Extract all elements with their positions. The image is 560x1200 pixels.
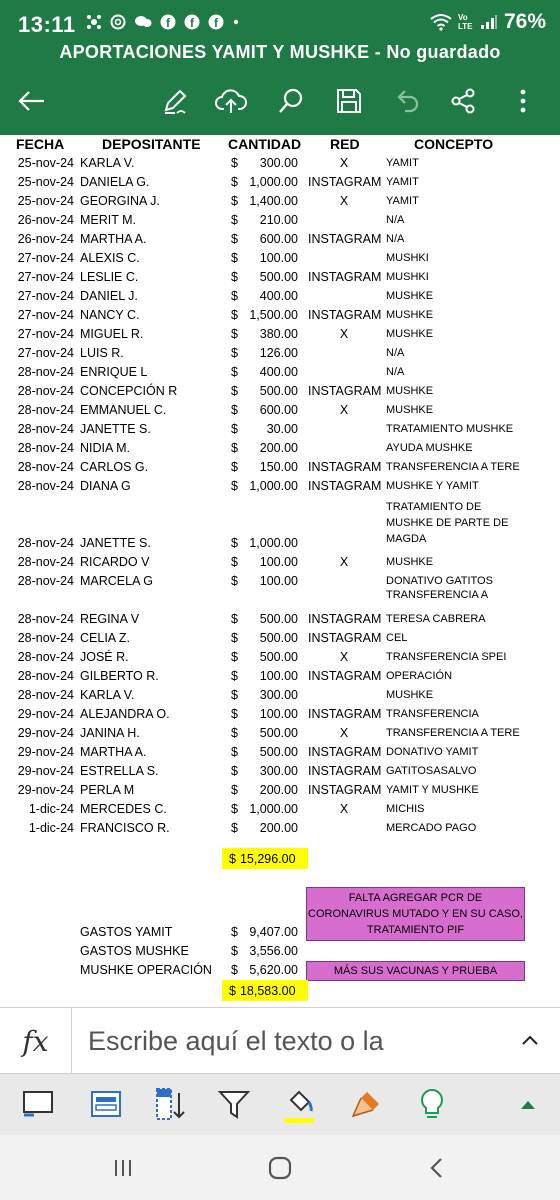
concept-wrapped-janette[interactable] bbox=[386, 499, 508, 547]
cell-fecha: 27-nov-24 bbox=[17, 251, 74, 265]
gastos-row[interactable] bbox=[0, 942, 560, 961]
document-title: APORTACIONES YAMIT Y MUSHKE - No guardado bbox=[59, 42, 501, 62]
total-aportaciones-value: 15,296.00 bbox=[239, 851, 296, 866]
cell-cantidad: 200.00 bbox=[259, 821, 298, 835]
cell-concepto: MERCADO PAGO bbox=[386, 822, 477, 834]
cell-red: X bbox=[339, 555, 349, 569]
cell-depositante: KARLA V. bbox=[80, 156, 135, 170]
table-row[interactable] bbox=[0, 439, 560, 458]
currency-symbol: $ bbox=[231, 821, 238, 835]
table-format-icon[interactable] bbox=[86, 1084, 126, 1124]
cell-concepto: MUSHKE bbox=[386, 290, 434, 302]
cell-cantidad: 300.00 bbox=[259, 688, 298, 702]
cell-depositante: MARCELA G bbox=[80, 574, 153, 588]
cell-cantidad: 1,000.00 bbox=[249, 175, 298, 189]
cell-fecha: 27-nov-24 bbox=[17, 327, 74, 341]
app-header bbox=[0, 0, 560, 135]
cell-depositante: MERCEDES C. bbox=[80, 802, 167, 816]
cell-concepto: TRANSFERENCIA A TERE bbox=[386, 727, 520, 739]
currency-symbol: $ bbox=[231, 175, 238, 189]
total-gastos-value: 18,583.00 bbox=[239, 983, 296, 998]
facebook-icon bbox=[184, 14, 200, 30]
currency-symbol: $ bbox=[229, 851, 236, 866]
currency-symbol: $ bbox=[231, 555, 238, 569]
cell-red: INSTAGRAM bbox=[308, 270, 382, 284]
currency-symbol: $ bbox=[231, 460, 238, 474]
dot-icon bbox=[232, 14, 240, 30]
cell-fecha: 29-nov-24 bbox=[17, 783, 74, 797]
status-time: 13:11 bbox=[18, 12, 76, 37]
currency-symbol: $ bbox=[231, 365, 238, 379]
cell-concepto: DONATIVO YAMIT bbox=[386, 746, 479, 758]
cell-concepto: MICHIS bbox=[386, 803, 425, 815]
cell-fecha: 28-nov-24 bbox=[17, 669, 74, 683]
currency-symbol: $ bbox=[231, 213, 238, 227]
cell-depositante: GEORGINA J. bbox=[80, 194, 160, 208]
table-row[interactable] bbox=[0, 249, 560, 268]
cell-depositante: DANIELA G. bbox=[80, 175, 150, 189]
table-row[interactable] bbox=[0, 287, 560, 306]
app-notification-icon bbox=[86, 14, 102, 30]
cell-cantidad: 300.00 bbox=[259, 156, 298, 170]
cell-fecha: 28-nov-24 bbox=[17, 612, 74, 626]
cell-concepto: MUSHKE bbox=[386, 556, 434, 568]
cell-depositante: JANETTE S. bbox=[80, 422, 151, 436]
table-row[interactable] bbox=[0, 762, 560, 781]
currency-symbol: $ bbox=[231, 251, 238, 265]
table-row[interactable] bbox=[0, 667, 560, 686]
search-icon[interactable] bbox=[274, 84, 308, 118]
currency-symbol: $ bbox=[231, 925, 238, 939]
cell-cantidad: 500.00 bbox=[259, 745, 298, 759]
cell-fecha: 1-dic-24 bbox=[28, 821, 74, 835]
table-row[interactable] bbox=[0, 477, 560, 496]
battery-level: 76% bbox=[503, 10, 546, 33]
cell-fecha: 28-nov-24 bbox=[17, 479, 74, 493]
cell-depositante: KARLA V. bbox=[80, 688, 135, 702]
more-vertical-icon[interactable] bbox=[506, 84, 540, 118]
currency-symbol: $ bbox=[231, 194, 238, 208]
cell-fecha: 28-nov-24 bbox=[17, 555, 74, 569]
table-row[interactable] bbox=[0, 553, 560, 572]
cell-cantidad: 100.00 bbox=[259, 669, 298, 683]
back-arrow-icon[interactable] bbox=[14, 84, 48, 118]
cell-fecha: 28-nov-24 bbox=[17, 688, 74, 702]
cell-cantidad: 126.00 bbox=[259, 346, 298, 360]
total-gastos-cell[interactable] bbox=[222, 980, 308, 1001]
cell-depositante: LESLIE C. bbox=[80, 270, 139, 284]
table-row[interactable] bbox=[0, 192, 560, 211]
table-row[interactable] bbox=[0, 325, 560, 344]
currency-symbol: $ bbox=[231, 688, 238, 702]
currency-symbol: $ bbox=[231, 270, 238, 284]
cell-concepto: MUSHKE bbox=[386, 309, 434, 321]
cell-fecha: 25-nov-24 bbox=[17, 175, 74, 189]
cell-concepto: MUSHKE bbox=[386, 404, 434, 416]
cell-fecha: 28-nov-24 bbox=[17, 384, 74, 398]
cell-cantidad: 30.00 bbox=[266, 422, 298, 436]
currency-symbol: $ bbox=[231, 783, 238, 797]
currency-symbol: $ bbox=[231, 232, 238, 246]
cell-depositante: CARLOS G. bbox=[80, 460, 149, 474]
table-row[interactable] bbox=[0, 686, 560, 705]
cell-fecha: 27-nov-24 bbox=[17, 289, 74, 303]
cell-cantidad: 400.00 bbox=[259, 289, 298, 303]
svg-text:f: f bbox=[166, 16, 170, 30]
cell-red: X bbox=[339, 802, 349, 816]
cell-depositante: MARTHA A. bbox=[80, 232, 147, 246]
cell-red: X bbox=[339, 156, 349, 170]
note-vacunas[interactable]: MÁS SUS VACUNAS Y PRUEBA bbox=[306, 961, 525, 981]
currency-symbol: $ bbox=[231, 403, 238, 417]
cell-depositante: LUIS R. bbox=[80, 346, 124, 360]
currency-symbol: $ bbox=[231, 612, 238, 626]
table-row[interactable] bbox=[0, 724, 560, 743]
cell-cantidad: 210.00 bbox=[259, 213, 298, 227]
cell-concepto: MUSHKE bbox=[386, 328, 434, 340]
concept-line: MAGDA bbox=[386, 533, 427, 545]
table-row[interactable] bbox=[0, 363, 560, 382]
cell-red: X bbox=[339, 194, 349, 208]
cell-cantidad: 500.00 bbox=[259, 384, 298, 398]
ribbon-expand-icon[interactable] bbox=[508, 1084, 548, 1124]
cell-red: INSTAGRAM bbox=[308, 783, 382, 797]
cell-concepto: YAMIT Y MUSHKE bbox=[386, 784, 479, 796]
chat-icon bbox=[134, 14, 152, 30]
header-cantidad[interactable]: CANTIDAD bbox=[228, 136, 302, 152]
cell-red: INSTAGRAM bbox=[308, 764, 382, 778]
cell-depositante: JOSÉ R. bbox=[80, 650, 129, 664]
formula-bar bbox=[0, 1007, 560, 1073]
cell-concepto: OPERACIÓN bbox=[386, 670, 453, 682]
cell-fecha: 29-nov-24 bbox=[17, 726, 74, 740]
cell-concepto: TRANSFERENCIA SPEI bbox=[386, 651, 507, 663]
currency-symbol: $ bbox=[231, 726, 238, 740]
concept-wrapped-marcela[interactable]: TRANSFERENCIA A bbox=[386, 589, 489, 601]
cell-concepto: YAMIT bbox=[386, 157, 419, 169]
currency-symbol: $ bbox=[231, 963, 238, 977]
cell-cantidad: 100.00 bbox=[259, 555, 298, 569]
currency-symbol: $ bbox=[231, 422, 238, 436]
cell-concepto: GATITOSASALVO bbox=[386, 765, 477, 777]
cell-fecha: 25-nov-24 bbox=[17, 156, 74, 170]
cell-concepto: YAMIT bbox=[386, 176, 419, 188]
status-bar bbox=[0, 0, 560, 44]
table-row[interactable] bbox=[0, 420, 560, 439]
freeze-pane-icon[interactable] bbox=[18, 1084, 58, 1124]
home-icon[interactable] bbox=[265, 1155, 295, 1181]
cell-depositante: RICARDO V bbox=[80, 555, 150, 569]
fill-color-swatch bbox=[284, 1118, 314, 1123]
cell-cantidad: 1,000.00 bbox=[249, 536, 298, 550]
header-red[interactable]: RED bbox=[330, 136, 360, 152]
table-row[interactable] bbox=[0, 458, 560, 477]
cell-concepto: TRATAMIENTO MUSHKE bbox=[386, 423, 514, 435]
gastos-amount: 9,407.00 bbox=[249, 925, 298, 939]
signal-icon bbox=[480, 14, 498, 30]
spreadsheet-grid[interactable] bbox=[0, 135, 560, 1007]
currency-symbol: $ bbox=[231, 308, 238, 322]
cell-depositante: EMMANUEL C. bbox=[80, 403, 167, 417]
currency-symbol: $ bbox=[231, 327, 238, 341]
cell-cantidad: 150.00 bbox=[259, 460, 298, 474]
cell-fecha: 29-nov-24 bbox=[17, 745, 74, 759]
cell-red: X bbox=[339, 403, 349, 417]
cell-depositante: MARTHA A. bbox=[80, 745, 147, 759]
cell-fecha: 28-nov-24 bbox=[17, 422, 74, 436]
currency-symbol: $ bbox=[231, 631, 238, 645]
cell-cantidad: 100.00 bbox=[259, 574, 298, 588]
cell-depositante: REGINA V bbox=[80, 612, 140, 626]
cell-red: INSTAGRAM bbox=[308, 612, 382, 626]
currency-symbol: $ bbox=[231, 441, 238, 455]
cell-concepto: N/A bbox=[386, 233, 405, 245]
cell-cantidad: 380.00 bbox=[259, 327, 298, 341]
cell-fecha: 25-nov-24 bbox=[17, 194, 74, 208]
cell-depositante: GILBERTO R. bbox=[80, 669, 159, 683]
table-row[interactable] bbox=[0, 230, 560, 249]
cell-depositante: ESTRELLA S. bbox=[80, 764, 159, 778]
cloud-upload-icon[interactable] bbox=[214, 84, 248, 118]
cell-concepto: N/A bbox=[386, 366, 405, 378]
cell-red: INSTAGRAM bbox=[308, 232, 382, 246]
cell-cantidad: 200.00 bbox=[259, 441, 298, 455]
cell-concepto: CEL bbox=[386, 632, 408, 644]
cell-depositante: JANETTE S. bbox=[80, 536, 151, 550]
currency-symbol: $ bbox=[231, 745, 238, 759]
total-aportaciones-cell[interactable] bbox=[222, 848, 308, 869]
cell-red: INSTAGRAM bbox=[308, 669, 382, 683]
table-row[interactable] bbox=[0, 154, 560, 173]
table-row[interactable] bbox=[0, 705, 560, 724]
cell-depositante: DIANA G bbox=[80, 479, 131, 493]
cell-red: INSTAGRAM bbox=[308, 175, 382, 189]
svg-text:f: f bbox=[214, 16, 218, 30]
gastos-label: GASTOS YAMIT bbox=[80, 925, 173, 939]
cell-fecha: 1-dic-24 bbox=[28, 802, 74, 816]
table-row[interactable] bbox=[0, 743, 560, 762]
cell-depositante: NIDIA M. bbox=[80, 441, 131, 455]
cell-cantidad: 500.00 bbox=[259, 650, 298, 664]
cell-fecha: 26-nov-24 bbox=[17, 213, 74, 227]
cell-depositante: CONCEPCIÓN R bbox=[80, 384, 178, 398]
cell-cantidad: 500.00 bbox=[259, 631, 298, 645]
cell-fecha: 28-nov-24 bbox=[17, 650, 74, 664]
cell-fecha: 28-nov-24 bbox=[17, 574, 74, 588]
table-row[interactable] bbox=[0, 173, 560, 192]
gastos-label: MUSHKE OPERACIÓN bbox=[80, 963, 212, 977]
cell-cantidad: 100.00 bbox=[259, 707, 298, 721]
cell-fecha: 28-nov-24 bbox=[17, 365, 74, 379]
bottom-ribbon bbox=[0, 1073, 560, 1135]
facebook-icon bbox=[160, 14, 176, 30]
table-row[interactable] bbox=[0, 629, 560, 648]
cell-depositante: ALEJANDRA O. bbox=[80, 707, 170, 721]
table-row[interactable] bbox=[0, 401, 560, 420]
cell-cantidad: 1,500.00 bbox=[249, 308, 298, 322]
concept-line: TRATAMIENTO DE bbox=[386, 501, 482, 513]
cell-red: INSTAGRAM bbox=[308, 308, 382, 322]
cell-cantidad: 200.00 bbox=[259, 783, 298, 797]
cell-concepto: MUSHKI bbox=[386, 271, 429, 283]
cell-concepto: DONATIVO GATITOS bbox=[386, 575, 493, 587]
share-icon[interactable] bbox=[446, 84, 480, 118]
currency-symbol: $ bbox=[231, 384, 238, 398]
cell-concepto: MUSHKE bbox=[386, 385, 434, 397]
cell-red: INSTAGRAM bbox=[308, 631, 382, 645]
concept-line: MUSHKE DE PARTE DE bbox=[386, 517, 509, 529]
fx-button[interactable]: fx bbox=[0, 1008, 72, 1074]
table-row[interactable] bbox=[0, 648, 560, 667]
currency-symbol: $ bbox=[231, 156, 238, 170]
cell-fecha: 28-nov-24 bbox=[17, 631, 74, 645]
cell-fecha: 28-nov-24 bbox=[17, 460, 74, 474]
sort-icon[interactable] bbox=[150, 1084, 190, 1124]
currency-symbol: $ bbox=[229, 983, 236, 998]
pen-icon[interactable] bbox=[158, 84, 192, 118]
gastos-label: GASTOS MUSHKE bbox=[80, 944, 189, 958]
currency-symbol: $ bbox=[231, 346, 238, 360]
cell-fecha: 28-nov-24 bbox=[17, 403, 74, 417]
cell-concepto: MUSHKE bbox=[386, 689, 434, 701]
cell-concepto: TERESA CABRERA bbox=[386, 613, 486, 625]
cell-depositante: ENRIQUE L bbox=[80, 365, 148, 379]
save-icon[interactable] bbox=[332, 84, 366, 118]
cell-fecha: 28-nov-24 bbox=[17, 441, 74, 455]
table-row[interactable] bbox=[0, 819, 560, 838]
top-toolbar bbox=[0, 80, 560, 124]
cell-concepto: MUSHKI bbox=[386, 252, 429, 264]
currency-symbol: $ bbox=[231, 574, 238, 588]
android-nav-bar bbox=[0, 1135, 560, 1200]
table-row[interactable] bbox=[0, 306, 560, 325]
currency-symbol: $ bbox=[231, 944, 238, 958]
note-pcr[interactable]: FALTA AGREGAR PCR DE CORONAVIRUS MUTADO Y EN SU CASO, TRATAMIENTO PIF bbox=[306, 887, 525, 941]
table-row[interactable] bbox=[0, 800, 560, 819]
table-row[interactable] bbox=[0, 610, 560, 629]
currency-symbol: $ bbox=[231, 669, 238, 683]
table-row[interactable] bbox=[0, 781, 560, 800]
gastos-amount: 3,556.00 bbox=[249, 944, 298, 958]
currency-symbol: $ bbox=[231, 764, 238, 778]
cell-depositante: PERLA M bbox=[80, 783, 135, 797]
cell-cantidad: 500.00 bbox=[259, 612, 298, 626]
table-row[interactable] bbox=[0, 211, 560, 230]
header-fecha[interactable]: FECHA bbox=[16, 136, 65, 152]
cell-fecha: 27-nov-24 bbox=[17, 270, 74, 284]
wifi-icon bbox=[430, 13, 452, 31]
cell-fecha: 26-nov-24 bbox=[17, 232, 74, 246]
currency-symbol: $ bbox=[231, 289, 238, 303]
formula-input[interactable] bbox=[88, 1024, 488, 1058]
cell-red: INSTAGRAM bbox=[308, 460, 382, 474]
recent-apps-icon[interactable] bbox=[108, 1155, 138, 1181]
lightbulb-icon[interactable] bbox=[412, 1084, 452, 1124]
cell-concepto: YAMIT bbox=[386, 195, 419, 207]
currency-symbol: $ bbox=[231, 650, 238, 664]
cell-cantidad: 600.00 bbox=[259, 232, 298, 246]
header-depositante[interactable]: DEPOSITANTE bbox=[102, 136, 201, 152]
cell-fecha: 27-nov-24 bbox=[17, 346, 74, 360]
gastos-amount: 5,620.00 bbox=[249, 963, 298, 977]
cell-cantidad: 600.00 bbox=[259, 403, 298, 417]
cell-depositante: CELIA Z. bbox=[80, 631, 131, 645]
cell-depositante: NANCY C. bbox=[80, 308, 140, 322]
cell-depositante: MERIT M. bbox=[80, 213, 137, 227]
cell-concepto: TRANSFERENCIA A TERE bbox=[386, 461, 520, 473]
cell-cantidad: 500.00 bbox=[259, 270, 298, 284]
notification-icons bbox=[86, 14, 240, 30]
cell-cantidad: 1,400.00 bbox=[249, 194, 298, 208]
cell-red: INSTAGRAM bbox=[308, 707, 382, 721]
cell-depositante: FRANCISCO R. bbox=[80, 821, 170, 835]
gastos-row[interactable] bbox=[0, 923, 560, 942]
cell-red: INSTAGRAM bbox=[308, 479, 382, 493]
facebook-icon bbox=[208, 14, 224, 30]
cell-red: X bbox=[339, 327, 349, 341]
currency-symbol: $ bbox=[231, 802, 238, 816]
header-concepto[interactable]: CONCEPTO bbox=[414, 136, 494, 152]
nav-back-icon[interactable] bbox=[422, 1155, 452, 1181]
cell-red: X bbox=[339, 650, 349, 664]
cell-depositante: JANINA H. bbox=[80, 726, 140, 740]
volte-label: Vo LTE bbox=[457, 13, 473, 31]
cell-cantidad: 500.00 bbox=[259, 726, 298, 740]
currency-symbol: $ bbox=[231, 707, 238, 721]
cell-red: INSTAGRAM bbox=[308, 745, 382, 759]
svg-text:f: f bbox=[190, 16, 194, 30]
cell-cantidad: 1,000.00 bbox=[249, 479, 298, 493]
cell-depositante: ALEXIS C. bbox=[80, 251, 140, 265]
cell-cantidad: 400.00 bbox=[259, 365, 298, 379]
format-painter-icon[interactable] bbox=[346, 1084, 386, 1124]
cell-depositante: MIGUEL R. bbox=[80, 327, 144, 341]
cell-fecha: 29-nov-24 bbox=[17, 707, 74, 721]
cell-cantidad: 100.00 bbox=[259, 251, 298, 265]
cell-depositante: DANIEL J. bbox=[80, 289, 138, 303]
table-row[interactable] bbox=[0, 344, 560, 363]
system-icons bbox=[430, 10, 546, 34]
column-headers bbox=[0, 135, 560, 153]
cell-cantidad: 1,000.00 bbox=[249, 802, 298, 816]
cell-red: INSTAGRAM bbox=[308, 384, 382, 398]
table-row[interactable] bbox=[0, 268, 560, 287]
cell-fecha: 29-nov-24 bbox=[17, 764, 74, 778]
filter-icon[interactable] bbox=[214, 1084, 254, 1124]
table-row[interactable] bbox=[0, 382, 560, 401]
cell-fecha: 27-nov-24 bbox=[17, 308, 74, 322]
cell-concepto: MUSHKE Y YAMIT bbox=[386, 480, 479, 492]
chevron-up-icon[interactable] bbox=[520, 1030, 540, 1050]
cell-concepto: TRANSFERENCIA bbox=[386, 708, 479, 720]
currency-symbol: $ bbox=[231, 479, 238, 493]
undo-icon[interactable] bbox=[390, 84, 424, 118]
cell-concepto: N/A bbox=[386, 214, 405, 226]
threads-icon bbox=[110, 14, 126, 30]
cell-concepto: AYUDA MUSHKE bbox=[386, 442, 473, 454]
cell-fecha: 28-nov-24 bbox=[17, 536, 74, 550]
cell-concepto: N/A bbox=[386, 347, 405, 359]
cell-cantidad: 300.00 bbox=[259, 764, 298, 778]
cell-red: X bbox=[339, 726, 349, 740]
currency-symbol: $ bbox=[231, 536, 238, 550]
